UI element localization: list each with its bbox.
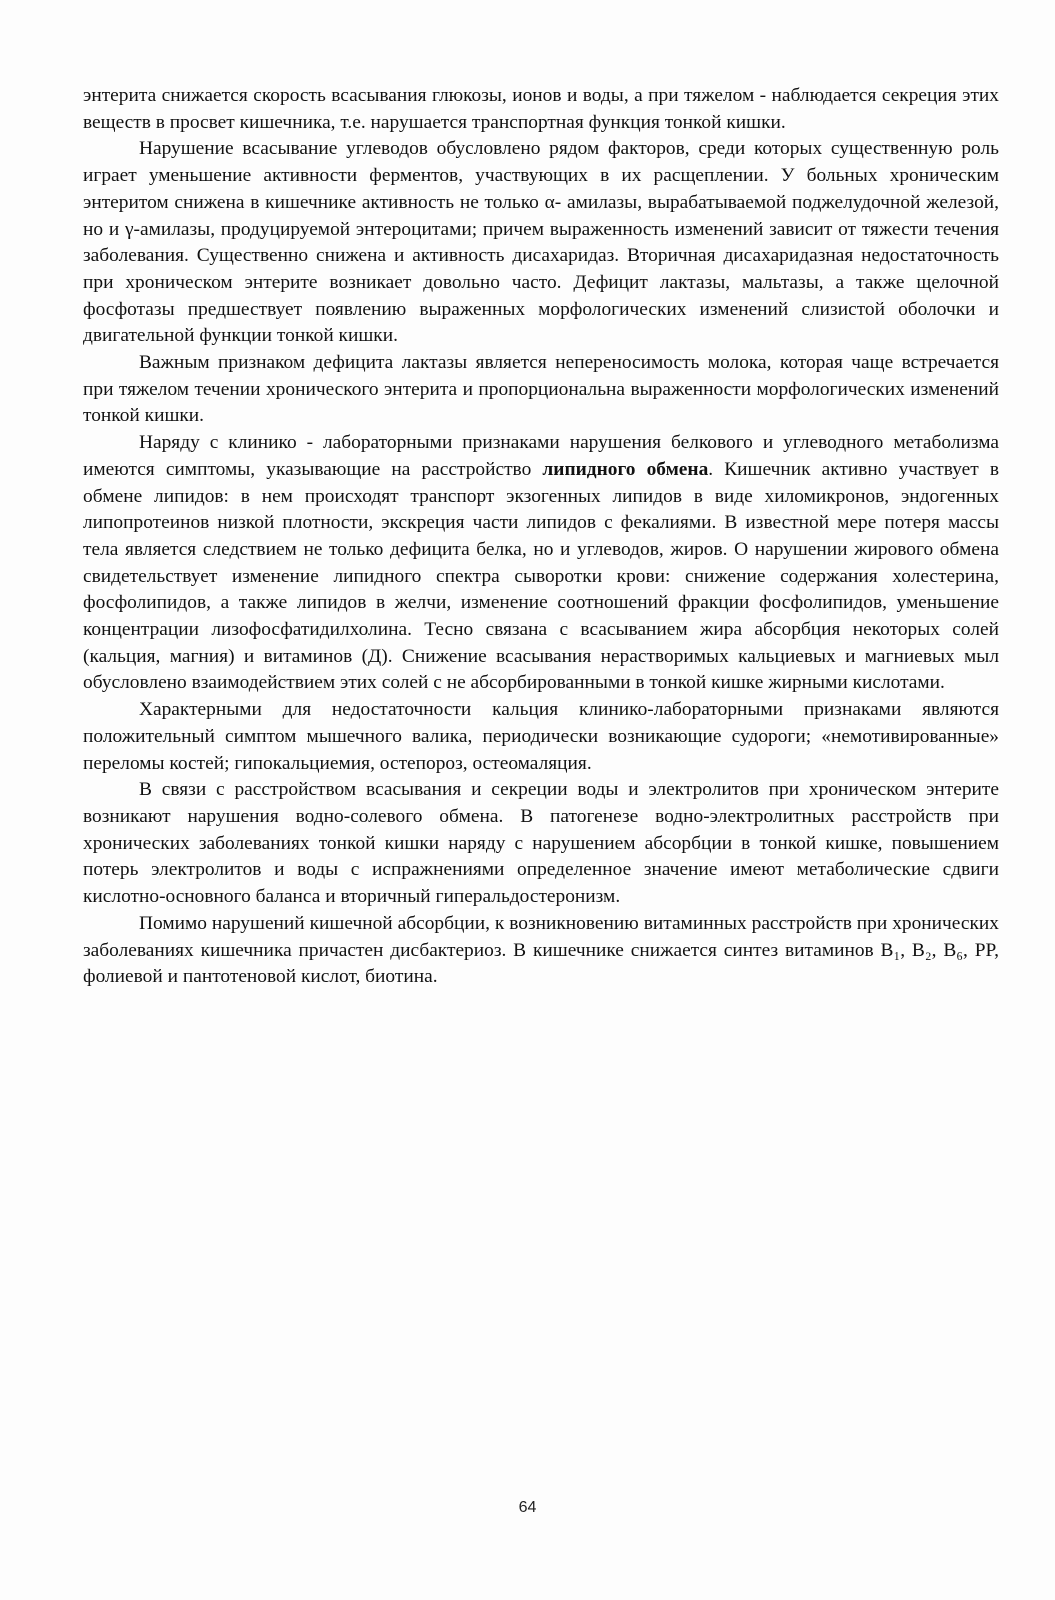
paragraph — [83, 350, 999, 430]
bold-term: липидного обмена — [542, 458, 709, 480]
paragraph — [83, 83, 999, 136]
paragraph-text: Помимо нарушений кишечной абсорбции, к возникновению витаминных расстройств при хронических заболеваниях кишечника причастен дисбактериоз. В кишечнике снижается синтез витаминов B₁, B₂, B₆, PP, фолиевой и пантотеновой кислот, биотина. — [83, 912, 999, 988]
paragraph — [83, 136, 999, 350]
body-text — [83, 83, 999, 991]
paragraph — [83, 777, 999, 911]
paragraph-text: . Кишечник активно участвует в обмене липидов: в нем происходят транспорт экзогенных липидов в виде хиломикронов, эндогенных липопротеинов низкой плотности, экскреция части липидов с фекалиями. В известной мере потеря массы тела является следствием не только дефицита белка, но и углеводов, жиров. О нарушении жирового обмена свидетельствует изменение липидного спектра сыворотки крови: снижение содержания холестерина, фосфолипидов, а также липидов в желчи, изменение соотношений фракции фосфолипидов, уменьшение концентрации лизофосфатидилхолина. Тесно связана с всасыванием жира абсорбция некоторых солей (кальция, магния) и витаминов (Д). Снижение всасывания нерастворимых кальциевых и магниевых мыл обусловлено взаимодействием этих солей с не абсорбированными в тонкой кишке жирными кислотами. — [83, 458, 1000, 694]
paragraph — [83, 911, 999, 991]
paragraph — [83, 697, 999, 777]
page-number: 64 — [518, 1499, 537, 1516]
paragraph — [83, 430, 999, 697]
paragraph-text: энтерита снижается скорость всасывания глюкозы, ионов и воды, а при тяжелом - наблюдается секреция этих веществ в просвет кишечника, т.е. нарушается транспортная функция тонкой кишки. — [83, 85, 999, 133]
paragraph-text: Важным признаком дефицита лактазы является непереносимость молока, которая чаще встречается при тяжелом течении хронического энтерита и пропорциональна выраженности морфологических изменений тонкой кишки. — [83, 352, 999, 427]
paragraph-text: В связи с расстройством всасывания и секреции воды и электролитов при хроническом энтерите возникают нарушения водно-солевого обмена. В патогенезе водно-электролитных расстройств при хронических заболеваниях тонкой кишки наряду с нарушением абсорбции в тонкой кишке, повышением потерь электролитов и воды с испражнениями определенное значение имеют метаболические сдвиги кислотно-основного баланса и вторичный гиперальдостеронизм. — [83, 779, 999, 908]
paragraph-text: Нарушение всасывание углеводов обусловлено рядом факторов, среди которых существенную роль играет уменьшение активности ферментов, участвующих в их расщеплении. У больных хроническим энтеритом снижена в кишечнике активность не только α- амилазы, вырабатываемой поджелудочной железой, но и γ-амилазы, продуцируемой энтероцитами; причем выраженность изменений зависит от тяжести течения заболевания. Существенно снижена и активность дисахаридаз. Вторичная дисахаридазная недостаточность при хроническом энтерите возникает довольно часто. Дефицит лактазы, мальтазы, а также щелочной фосфотазы предшествует появлению выраженных морфологических изменений слизистой оболочки и двигательной функции тонкой кишки. — [83, 138, 999, 347]
paragraph-text: Наряду с клинико - лабораторными признаками нарушения белкового и углеводного метаболизма имеются симптомы, указывающие на расстройство — [83, 432, 999, 480]
paragraph-text: Характерными для недостаточности кальция клинико-лабораторными признаками являются положительный симптом мышечного валика, периодически возникающие судороги; «немотивированные» переломы костей; гипокальциемия, остепороз, остеомаляция. — [83, 699, 999, 774]
